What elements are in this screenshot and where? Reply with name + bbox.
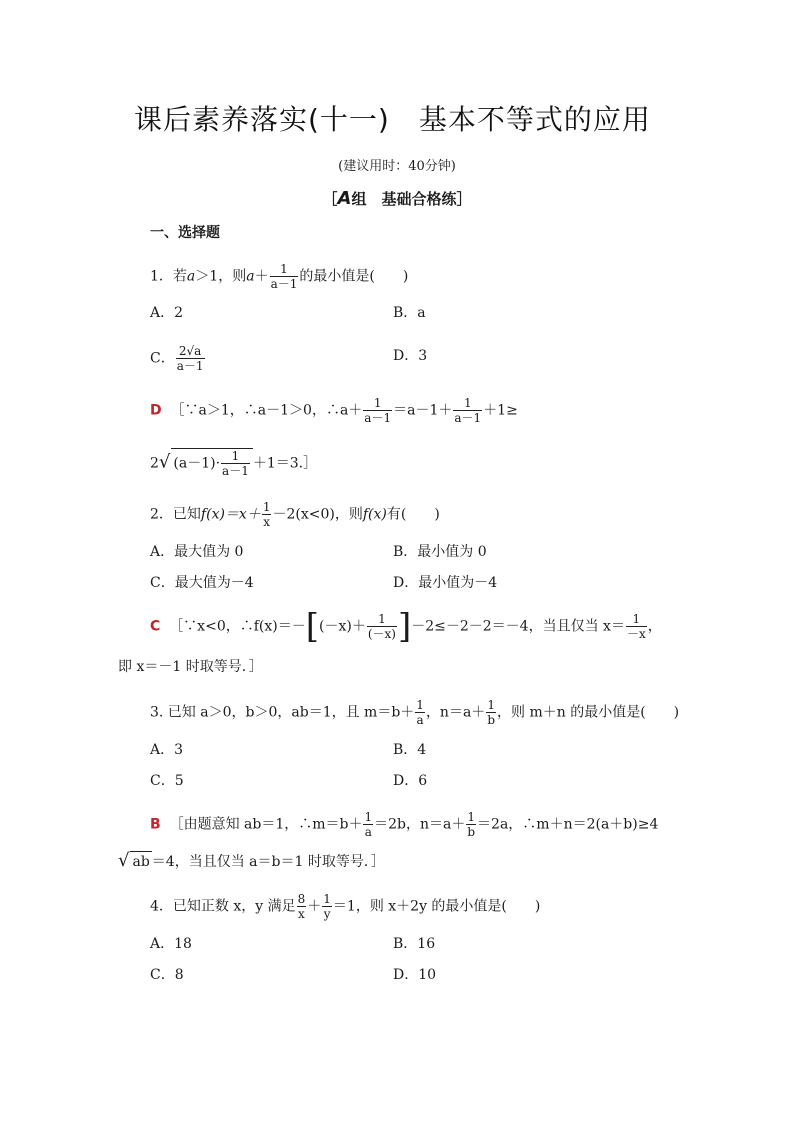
q3-option-c: C．5 (150, 773, 184, 789)
q3-solution-line2: √ ab ＝4，当且仅当 a＝b＝1 时取等号．］ (118, 850, 385, 871)
q2-solution-line1: C ［∵x<0，∴f(x)＝－[(－x)＋ $\frac{1}{(-x)}$ ]－2≤－2－2＝－4，当且仅当 x＝ $\frac{1}{-x}$ ， (150, 606, 662, 647)
q1-option-c: C． $\frac{2√a}{a-1}$ (150, 344, 204, 373)
q1-option-c-fraction: $\frac{2√a}{a-1}$ (176, 344, 204, 373)
time-note: (建议用时：40分钟) (338, 159, 456, 174)
q4-option-b: B．16 (393, 936, 436, 952)
q1-solution-line2: 2√ (a－1)· $\frac{1}{a-1}$ ＋1＝3.］ (150, 449, 318, 478)
q2-solution-line2: 即 x＝－1 时取等号．］ (118, 659, 263, 675)
group-letter: A (337, 188, 352, 209)
q2-option-c: C．最大值为－4 (150, 575, 254, 591)
q2-option-a: A．最大值为 0 (150, 544, 244, 560)
q4-stem: 4．已知正数 x，y 满足 $\frac{8}{x}$ ＋ $\frac{1}{y}$ ＝1，则 x＋2y 的最小值是( ) (150, 892, 541, 921)
q1-option-d: D．3 (393, 348, 428, 364)
q3-option-a: A．3 (150, 742, 184, 758)
q2-option-d: D．最小值为－4 (393, 575, 498, 591)
q4-option-c: C．8 (150, 967, 184, 983)
q1-option-b: B．a (393, 305, 426, 321)
q1-solution-line1: D ［∵a＞1，∴a－1＞0，∴a＋ $\frac{1}{a-1}$ ＝a－1＋ $\frac{1}{a-1}$ ＋1≥ (150, 396, 518, 425)
q1-answer: D (150, 402, 162, 419)
q1-fraction: $\frac{1}{a-1}$ (270, 262, 298, 291)
q1-stem: 1．若a＞1，则a＋ $\frac{1}{a-1}$ 的最小值是( ) (150, 262, 409, 291)
q4-option-a: A．18 (150, 936, 192, 952)
section-heading: 一、选择题 (150, 225, 220, 241)
page-title: 课后素养落实(十一) 基本不等式的应用 (134, 103, 651, 136)
group-label: 组 基础合格练 (351, 190, 457, 208)
group-close-bracket: ］ (456, 190, 472, 208)
q2-answer: C (150, 618, 161, 635)
group-open-bracket: ［ (322, 190, 338, 208)
q2-stem: 2．已知f(x)＝x＋ $\frac{1}{x}$ －2(x<0)，则f(x)有( ) (150, 500, 440, 529)
q3-answer: B (150, 816, 161, 833)
q3-stem: 3. 已知 a＞0，b＞0，ab＝1，且 m＝b＋ $\frac{1}{a}$ ，n＝a＋ $\frac{1}{b}$ ，则 m＋n 的最小值是( ) (150, 698, 680, 727)
q2-option-b: B．最小值为 0 (393, 544, 487, 560)
q3-solution-line1: B ［由题意知 ab＝1，∴m＝b＋ $\frac{1}{a}$ ＝2b，n＝a＋ $\frac{1}{b}$ ＝2a，∴m＋n＝2(a＋b)≥4 (150, 810, 659, 839)
q3-option-b: B．4 (393, 742, 427, 758)
group-heading (0, 188, 794, 209)
q1-option-a: A．2 (150, 305, 184, 321)
q4-option-d: D．10 (393, 967, 437, 983)
q3-option-d: D．6 (393, 773, 428, 789)
